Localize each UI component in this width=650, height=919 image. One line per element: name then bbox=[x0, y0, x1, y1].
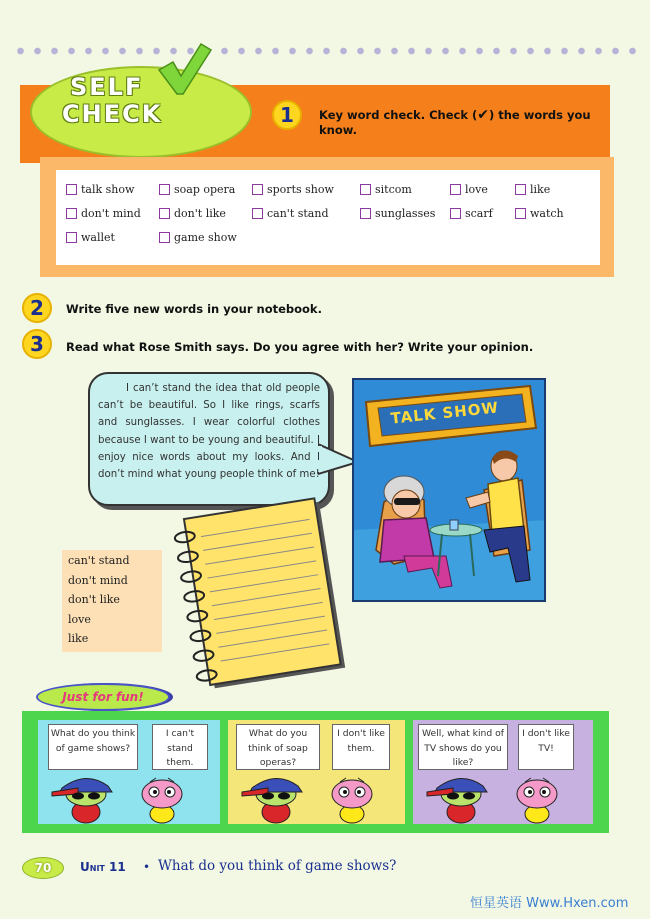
self-check-title-line2: CHECK bbox=[62, 100, 163, 128]
rose-quote: I can’t stand the idea that old people can’t be beautiful. So I like rings, scarfs and sunglasses. I wear colorful clothes because I want to be young and beautiful. I enjoy nice words about my looks. And I don’t mind what young people think of me! bbox=[98, 383, 320, 481]
unit-label: Unit 11 bbox=[80, 860, 126, 874]
word-check-item[interactable]: sunglasses bbox=[360, 206, 435, 220]
checkbox-icon[interactable] bbox=[159, 208, 170, 219]
site-watermark: 恒星英语 Www.Hxen.com bbox=[470, 896, 629, 911]
word-check-item[interactable]: wallet bbox=[66, 230, 115, 244]
checkbox-icon[interactable] bbox=[515, 184, 526, 195]
tick-mark-icon: ✔ bbox=[477, 107, 489, 123]
phrase-item: can't stand bbox=[68, 554, 130, 567]
word-check-item[interactable]: sitcom bbox=[360, 182, 412, 196]
word-check-item[interactable]: game show bbox=[159, 230, 237, 244]
comic-characters-icon bbox=[38, 770, 593, 824]
checkbox-icon[interactable] bbox=[450, 184, 461, 195]
checkbox-icon[interactable] bbox=[66, 208, 77, 219]
checkbox-icon[interactable] bbox=[360, 208, 371, 219]
footer-bullet: • bbox=[143, 860, 151, 874]
word-check-item[interactable]: soap opera bbox=[159, 182, 235, 196]
checkbox-icon[interactable] bbox=[252, 184, 263, 195]
comic-question-bubble: What do you think of game shows? bbox=[48, 724, 138, 770]
dotted-divider bbox=[12, 45, 642, 57]
big-checkmark-icon bbox=[155, 40, 215, 98]
checkbox-icon[interactable] bbox=[66, 232, 77, 243]
phrase-item: love bbox=[68, 612, 91, 626]
word-check-item[interactable]: scarf bbox=[450, 206, 493, 220]
comic-question-bubble: Well, what kind of TV shows do you like? bbox=[418, 724, 508, 770]
comic-question-bubble: What do you think of soap operas? bbox=[236, 724, 320, 770]
comic-answer-bubble: I can't stand them. bbox=[152, 724, 208, 770]
word-check-item[interactable]: like bbox=[515, 182, 550, 196]
unit-title: What do you think of game shows? bbox=[158, 858, 397, 874]
notebook-icon bbox=[170, 490, 350, 695]
checkbox-icon[interactable] bbox=[159, 184, 170, 195]
comic-answer-bubble: I don't like them. bbox=[332, 724, 390, 770]
step-1-instruction-start: Key word check. Check ( bbox=[319, 108, 478, 122]
phrase-item: don't mind bbox=[68, 573, 128, 587]
step-3-instruction: Read what Rose Smith says. Do you agree with her? Write your opinion. bbox=[66, 340, 534, 354]
talk-show-sign: TALK SHOW bbox=[389, 398, 500, 428]
checkbox-icon[interactable] bbox=[515, 208, 526, 219]
word-check-item[interactable]: sports show bbox=[252, 182, 334, 196]
phrase-item: don't like bbox=[68, 593, 120, 606]
just-for-fun-badge: Just for fun! bbox=[36, 683, 170, 711]
checkbox-icon[interactable] bbox=[252, 208, 263, 219]
word-check-item[interactable]: don't mind bbox=[66, 206, 141, 220]
checkbox-icon[interactable] bbox=[360, 184, 371, 195]
word-check-item[interactable]: talk show bbox=[66, 182, 134, 196]
phrase-item: like bbox=[68, 632, 89, 645]
step-1-instruction bbox=[319, 108, 609, 138]
comic-answer-bubble: I don't like TV! bbox=[518, 724, 574, 770]
self-check-title-line1: SELF bbox=[70, 73, 144, 101]
opinion-phrases-box bbox=[62, 550, 162, 652]
checkbox-icon[interactable] bbox=[66, 184, 77, 195]
step-3-number: 3 bbox=[22, 329, 52, 359]
step-1-number: 1 bbox=[272, 100, 302, 130]
word-check-item[interactable]: watch bbox=[515, 206, 564, 220]
page-number: 70 bbox=[22, 857, 64, 879]
word-check-item[interactable]: don't like bbox=[159, 206, 226, 220]
word-check-item[interactable]: love bbox=[450, 182, 488, 196]
word-check-item[interactable]: can't stand bbox=[252, 206, 329, 220]
step-2-instruction: Write five new words in your notebook. bbox=[66, 302, 322, 316]
step-2-number: 2 bbox=[22, 293, 52, 323]
self-check-title bbox=[62, 74, 162, 128]
checkbox-icon[interactable] bbox=[159, 232, 170, 243]
checkbox-icon[interactable] bbox=[450, 208, 461, 219]
step-1-instruction-end: ) the words you know. bbox=[319, 108, 591, 137]
